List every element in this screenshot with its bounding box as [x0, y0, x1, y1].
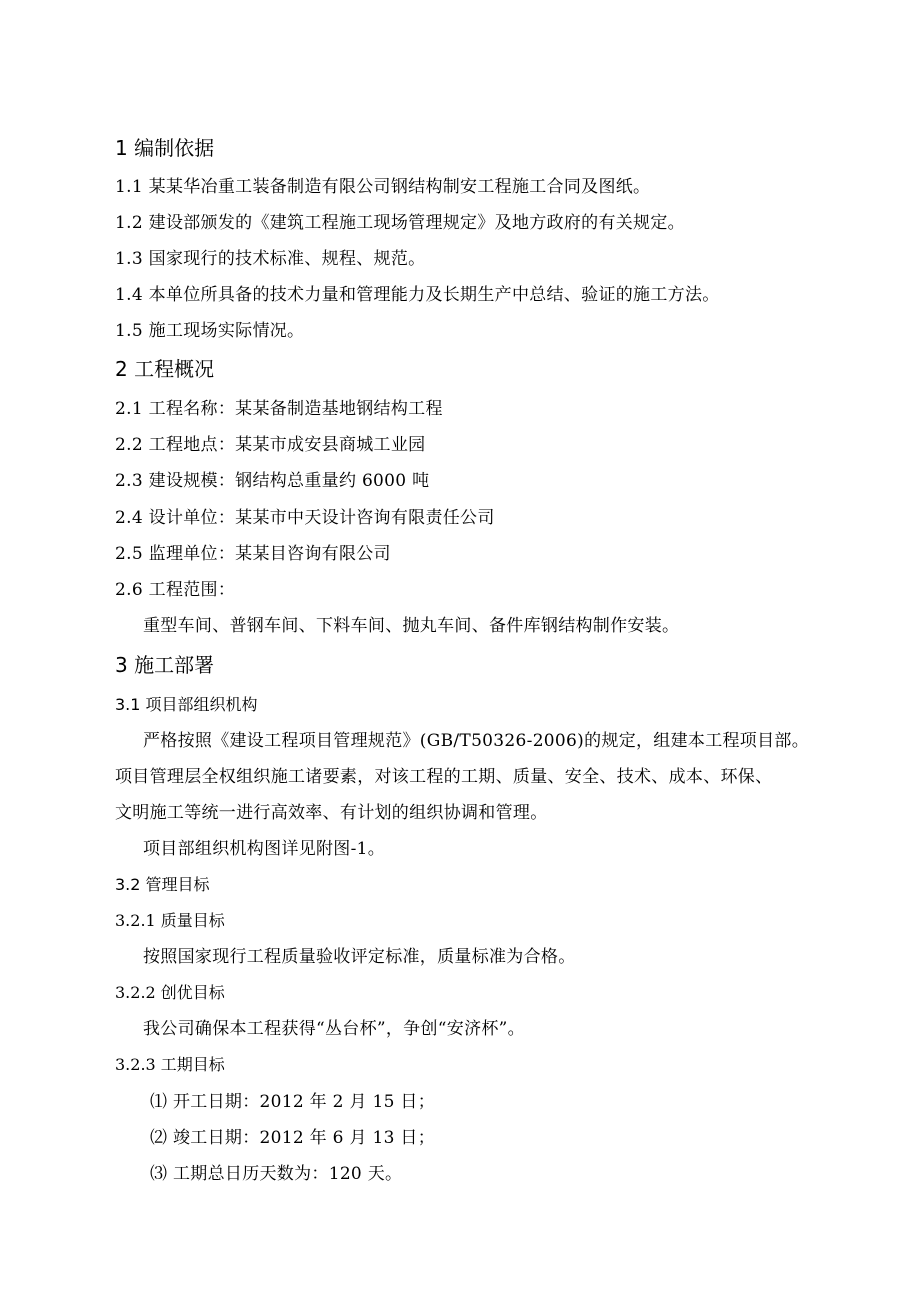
section-2-item: 2.5 监理单位：某某目咨询有限公司	[115, 544, 391, 564]
excellence-target-heading: 3.2.2 创优目标	[115, 983, 225, 1002]
paragraph-line: 项目管理层全权组织施工诸要素，对该工程的工期、质量、安全、技术、成本、环保、	[115, 767, 773, 787]
section-2-item: 2.6 工程范围：	[115, 580, 236, 600]
section-1-heading: 1 编制依据	[115, 136, 215, 160]
org-chart-note: 项目部组织机构图详见附图-1。	[143, 839, 386, 859]
schedule-target-heading: 3.2.3 工期目标	[115, 1055, 225, 1074]
section-1-item: 1.5 施工现场实际情况。	[115, 321, 305, 341]
section-2-heading: 2 工程概况	[115, 357, 215, 381]
schedule-item: ⑴ 开工日期：2012 年 2 月 15 日；	[150, 1092, 436, 1112]
schedule-item: ⑶ 工期总日历天数为：120 天。	[150, 1164, 403, 1184]
subsection-3-1-heading: 3.1 项目部组织机构	[115, 695, 258, 714]
quality-target-heading: 3.2.1 质量目标	[115, 911, 225, 930]
section-3-heading: 3 施工部署	[115, 653, 215, 677]
section-1-item: 1.3 国家现行的技术标准、规程、规范。	[115, 249, 426, 269]
paragraph-line: 严格按照《建设工程项目管理规范》(GB/T50326-2006)的规定，组建本工程项目部。	[143, 731, 809, 751]
paragraph-line: 文明施工等统一进行高效率、有计划的组织协调和管理。	[115, 803, 548, 823]
scope-text: 重型车间、普钢车间、下料车间、抛丸车间、备件库钢结构制作安装。	[143, 616, 680, 636]
section-1-item: 1.2 建设部颁发的《建筑工程施工现场管理规定》及地方政府的有关规定。	[115, 213, 685, 233]
section-2-item: 2.1 工程名称：某某备制造基地钢结构工程	[115, 399, 443, 419]
subsection-3-2-heading: 3.2 管理目标	[115, 875, 210, 894]
section-1-item: 1.1 某某华冶重工装备制造有限公司钢结构制安工程施工合同及图纸。	[115, 177, 651, 197]
schedule-item: ⑵ 竣工日期：2012 年 6 月 13 日；	[150, 1128, 436, 1148]
section-2-item: 2.3 建设规模：钢结构总重量约 6000 吨	[115, 471, 430, 491]
section-1-item: 1.4 本单位所具备的技术力量和管理能力及长期生产中总结、验证的施工方法。	[115, 285, 720, 305]
excellence-target-text: 我公司确保本工程获得“丛台杯”，争创“安济杯”。	[143, 1019, 525, 1039]
section-2-item: 2.2 工程地点：某某市成安县商城工业园	[115, 435, 426, 455]
section-2-item: 2.4 设计单位：某某市中天设计咨询有限责任公司	[115, 508, 495, 528]
quality-target-text: 按照国家现行工程质量验收评定标准，质量标准为合格。	[143, 947, 576, 967]
